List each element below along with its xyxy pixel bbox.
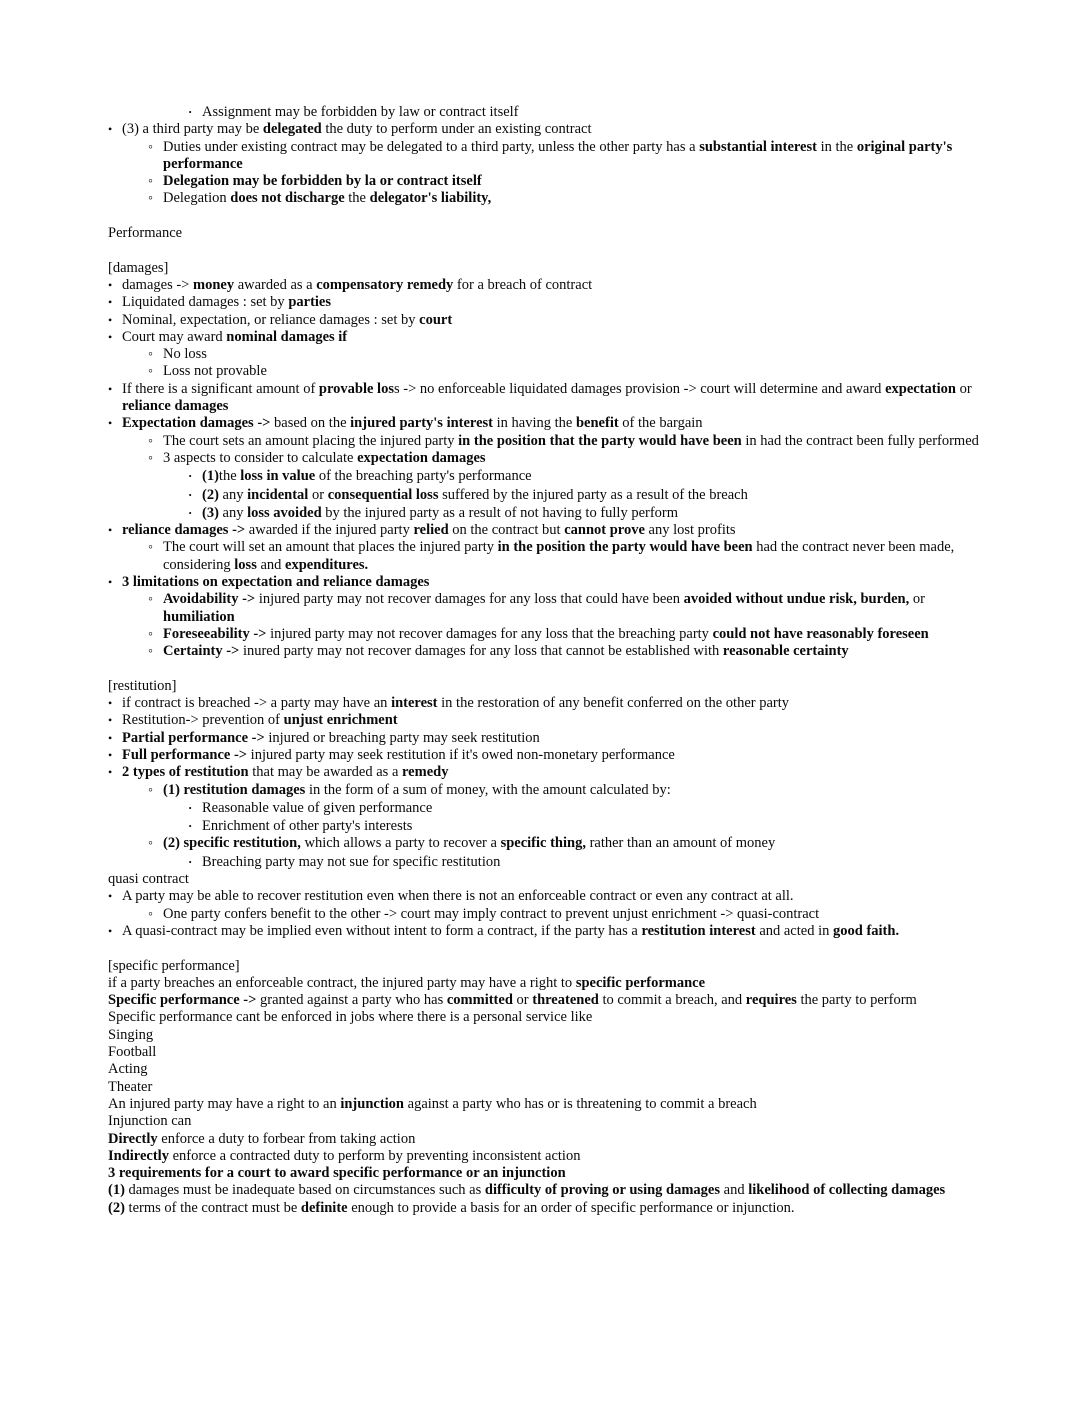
document-line bbox=[108, 1027, 985, 1044]
document-line bbox=[108, 1182, 985, 1199]
bullet-marker: • bbox=[108, 765, 113, 780]
line-text: (3) any loss avoided by the injured party as a result of not having to fully perform bbox=[202, 504, 679, 521]
document-line bbox=[108, 888, 985, 905]
bullet-marker: ◦ bbox=[148, 364, 153, 380]
line-text: One party confers benefit to the other -> court may imply contract to prevent unjust enrichment -> quasi-contract bbox=[163, 905, 820, 922]
bullet-marker: ◦ bbox=[148, 347, 153, 363]
line-text: (1)the loss in value of the breaching party's performance bbox=[202, 468, 532, 485]
line-text: Foreseeability -> injured party may not recover damages for any loss that the breaching party could not have reasonably foreseen bbox=[163, 625, 929, 642]
document-line bbox=[108, 958, 985, 975]
line-text: 3 aspects to consider to calculate expectation damages bbox=[163, 449, 486, 466]
document-line bbox=[108, 712, 985, 729]
line-text: Indirectly enforce a contracted duty to perform by preventing inconsistent action bbox=[108, 1147, 581, 1164]
document-line bbox=[108, 1061, 985, 1078]
line-text: [damages] bbox=[108, 259, 169, 276]
document-line bbox=[108, 730, 985, 747]
line-text: 2 types of restitution that may be awarded as a remedy bbox=[122, 764, 449, 781]
line-text: (1) restitution damages in the form of a sum of money, with the amount calculated by: bbox=[163, 781, 671, 798]
bullet-marker: · bbox=[188, 468, 193, 484]
document-line bbox=[108, 853, 985, 871]
bullet-marker: • bbox=[108, 295, 113, 310]
line-text: The court will set an amount that places the injured party in the position the party would have been had the contract never been made, considering loss and expenditures. bbox=[163, 539, 955, 573]
document-line bbox=[108, 1148, 985, 1165]
document-line bbox=[108, 173, 985, 190]
document-line bbox=[108, 695, 985, 712]
document-line bbox=[108, 277, 985, 294]
bullet-marker: · bbox=[188, 799, 193, 815]
document-line bbox=[108, 817, 985, 835]
document-body bbox=[108, 103, 985, 1217]
line-text: 3 requirements for a court to award specific performance or an injunction bbox=[108, 1165, 566, 1182]
bullet-marker: • bbox=[108, 312, 113, 327]
document-line bbox=[108, 539, 985, 574]
document-line bbox=[108, 103, 985, 121]
line-text: Partial performance -> injured or breaching party may seek restitution bbox=[122, 729, 540, 746]
document-line bbox=[108, 1044, 985, 1061]
bullet-marker: ◦ bbox=[148, 191, 153, 207]
bullet-marker: ◦ bbox=[148, 433, 153, 449]
document-line bbox=[108, 906, 985, 923]
line-text: Enrichment of other party's interests bbox=[202, 818, 413, 835]
line-text: [specific performance] bbox=[108, 957, 240, 974]
bullet-marker: ◦ bbox=[148, 174, 153, 190]
line-text: Injunction can bbox=[108, 1113, 192, 1130]
document-line bbox=[108, 312, 985, 329]
bullet-marker: • bbox=[108, 713, 113, 728]
document-line bbox=[108, 626, 985, 643]
bullet-marker: • bbox=[108, 696, 113, 711]
document-line bbox=[108, 1200, 985, 1217]
line-text: Full performance -> injured party may seek restitution if it's owed non-monetary performance bbox=[122, 746, 675, 763]
line-text: (3) a third party may be delegated the duty to perform under an existing contract bbox=[122, 121, 592, 138]
document-line bbox=[108, 923, 985, 940]
document-line bbox=[108, 835, 985, 852]
bullet-marker: ◦ bbox=[148, 906, 153, 922]
document-line bbox=[108, 346, 985, 363]
line-text: Assignment may be forbidden by law or contract itself bbox=[202, 104, 519, 120]
line-text: Singing bbox=[108, 1026, 154, 1043]
line-text: Duties under existing contract may be delegated to a third party, unless the other party has a substantial interest in the original party's performance bbox=[163, 138, 953, 172]
document-line bbox=[108, 139, 985, 174]
document-line bbox=[108, 782, 985, 799]
line-text: An injured party may have a right to an injunction against a party who has or is threatening to commit a breach bbox=[108, 1095, 757, 1112]
line-text: Performance bbox=[108, 225, 183, 242]
document-line bbox=[108, 329, 985, 346]
document-line bbox=[108, 294, 985, 311]
line-text: damages -> money awarded as a compensatory remedy for a breach of contract bbox=[122, 276, 593, 293]
line-text: Theater bbox=[108, 1078, 153, 1095]
line-text: Acting bbox=[108, 1061, 148, 1078]
document-line bbox=[108, 871, 985, 888]
bullet-marker: · bbox=[188, 818, 193, 834]
document-line bbox=[108, 190, 985, 207]
bullet-marker: • bbox=[108, 575, 113, 590]
line-text: Breaching party may not sue for specific restitution bbox=[202, 853, 501, 870]
line-text: Delegation does not discharge the delegator's liability, bbox=[163, 190, 492, 207]
blank-line bbox=[108, 208, 985, 225]
bullet-marker: • bbox=[108, 747, 113, 762]
bullet-marker: • bbox=[108, 416, 113, 431]
document-line bbox=[108, 260, 985, 277]
bullet-marker: ◦ bbox=[148, 592, 153, 608]
bullet-marker: ◦ bbox=[148, 450, 153, 466]
document-line bbox=[108, 381, 985, 416]
blank-line bbox=[108, 242, 985, 259]
line-text: (2) any incidental or consequential loss suffered by the injured party as a result of the breach bbox=[202, 486, 748, 503]
line-text: Specific performance cant be enforced in jobs where there is a personal service like bbox=[108, 1009, 593, 1026]
document-line bbox=[108, 1096, 985, 1113]
line-text: Avoidability -> injured party may not recover damages for any loss that could have been avoided without undue risk, burden, or humiliation bbox=[163, 591, 925, 625]
document-line bbox=[108, 975, 985, 992]
document-line bbox=[108, 504, 985, 522]
bullet-marker: • bbox=[108, 381, 113, 396]
document-line bbox=[108, 747, 985, 764]
document-line bbox=[108, 1079, 985, 1096]
document-line bbox=[108, 1131, 985, 1148]
line-text: A quasi-contract may be implied even without intent to form a contract, if the party has a restitution interest and acted in good faith. bbox=[122, 922, 900, 939]
line-text: Directly enforce a duty to forbear from taking action bbox=[108, 1130, 416, 1147]
document-line bbox=[108, 522, 985, 539]
line-text: Court may award nominal damages if bbox=[122, 328, 348, 345]
line-text: (1) damages must be inadequate based on circumstances such as difficulty of proving or using damages and likelihood of collecting damages bbox=[108, 1182, 946, 1199]
blank-line bbox=[108, 940, 985, 957]
line-text: Liquidated damages : set by parties bbox=[122, 294, 331, 311]
document-line bbox=[108, 450, 985, 467]
bullet-marker: · bbox=[188, 504, 193, 520]
line-text: If there is a significant amount of provable loss -> no enforceable liquidated damages provision -> court will determine and award expectation or reliance damages bbox=[122, 380, 972, 415]
document-line bbox=[108, 992, 985, 1009]
document-line bbox=[108, 433, 985, 450]
document-line bbox=[108, 225, 985, 242]
line-text: Nominal, expectation, or reliance damages : set by court bbox=[122, 311, 453, 328]
line-text: Specific performance -> granted against a party who has committed or threatened to commit a breach, and requires the party to perform bbox=[108, 992, 917, 1009]
line-text: Delegation may be forbidden by la or contract itself bbox=[163, 173, 482, 190]
document-line bbox=[108, 1165, 985, 1182]
bullet-marker: • bbox=[108, 889, 113, 904]
line-text: Restitution-> prevention of unjust enrichment bbox=[122, 712, 398, 729]
line-text: if contract is breached -> a party may have an interest in the restoration of any benefit conferred on the other party bbox=[122, 695, 790, 712]
document-line bbox=[108, 678, 985, 695]
bullet-marker: • bbox=[108, 923, 113, 938]
document-line bbox=[108, 363, 985, 380]
line-text: (2) terms of the contract must be definite enough to provide a basis for an order of specific performance or injunction. bbox=[108, 1199, 795, 1216]
document-line bbox=[108, 486, 985, 504]
bullet-marker: • bbox=[108, 277, 113, 292]
bullet-marker: ◦ bbox=[148, 644, 153, 660]
line-text: The court sets an amount placing the injured party in the position that the party would have been in had the contract been fully performed bbox=[163, 432, 979, 449]
document-line bbox=[108, 799, 985, 817]
document-line bbox=[108, 121, 985, 138]
document-line bbox=[108, 643, 985, 660]
line-text: 3 limitations on expectation and reliance damages bbox=[122, 574, 430, 591]
document-line bbox=[108, 467, 985, 485]
line-text: (2) specific restitution, which allows a party to recover a specific thing, rather than an amount of money bbox=[163, 835, 776, 852]
document-line bbox=[108, 415, 985, 432]
line-text: No loss bbox=[163, 346, 207, 363]
line-text: Reasonable value of given performance bbox=[202, 799, 433, 816]
bullet-marker: · bbox=[188, 486, 193, 502]
bullet-marker: • bbox=[108, 730, 113, 745]
bullet-marker: · bbox=[188, 853, 193, 869]
line-text: Expectation damages -> based on the injured party's interest in having the benefit of the bargain bbox=[122, 415, 703, 432]
line-text: Loss not provable bbox=[163, 363, 267, 380]
bullet-marker: ◦ bbox=[148, 782, 153, 798]
bullet-marker: • bbox=[108, 329, 113, 344]
document-line bbox=[108, 1113, 985, 1130]
bullet-marker: ◦ bbox=[148, 540, 153, 556]
document-line bbox=[108, 764, 985, 781]
line-text: reliance damages -> awarded if the injured party relied on the contract but cannot prove any lost profits bbox=[122, 522, 736, 539]
document-line bbox=[108, 1009, 985, 1026]
document-line bbox=[108, 591, 985, 626]
line-text: quasi contract bbox=[108, 871, 189, 888]
line-text: A party may be able to recover restitution even when there is not an enforceable contract or even any contract at all. bbox=[122, 888, 794, 905]
blank-line bbox=[108, 661, 985, 678]
line-text: [restitution] bbox=[108, 677, 177, 694]
bullet-marker: • bbox=[108, 523, 113, 538]
line-text: if a party breaches an enforceable contract, the injured party may have a right to specific performance bbox=[108, 974, 706, 991]
line-text: Certainty -> inured party may not recover damages for any loss that cannot be established with reasonable certainty bbox=[163, 643, 849, 660]
line-text: Football bbox=[108, 1044, 157, 1061]
bullet-marker: ◦ bbox=[148, 626, 153, 642]
bullet-marker: · bbox=[188, 104, 193, 119]
document-line bbox=[108, 574, 985, 591]
bullet-marker: • bbox=[108, 122, 113, 137]
bullet-marker: ◦ bbox=[148, 836, 153, 852]
bullet-marker: ◦ bbox=[148, 139, 153, 155]
